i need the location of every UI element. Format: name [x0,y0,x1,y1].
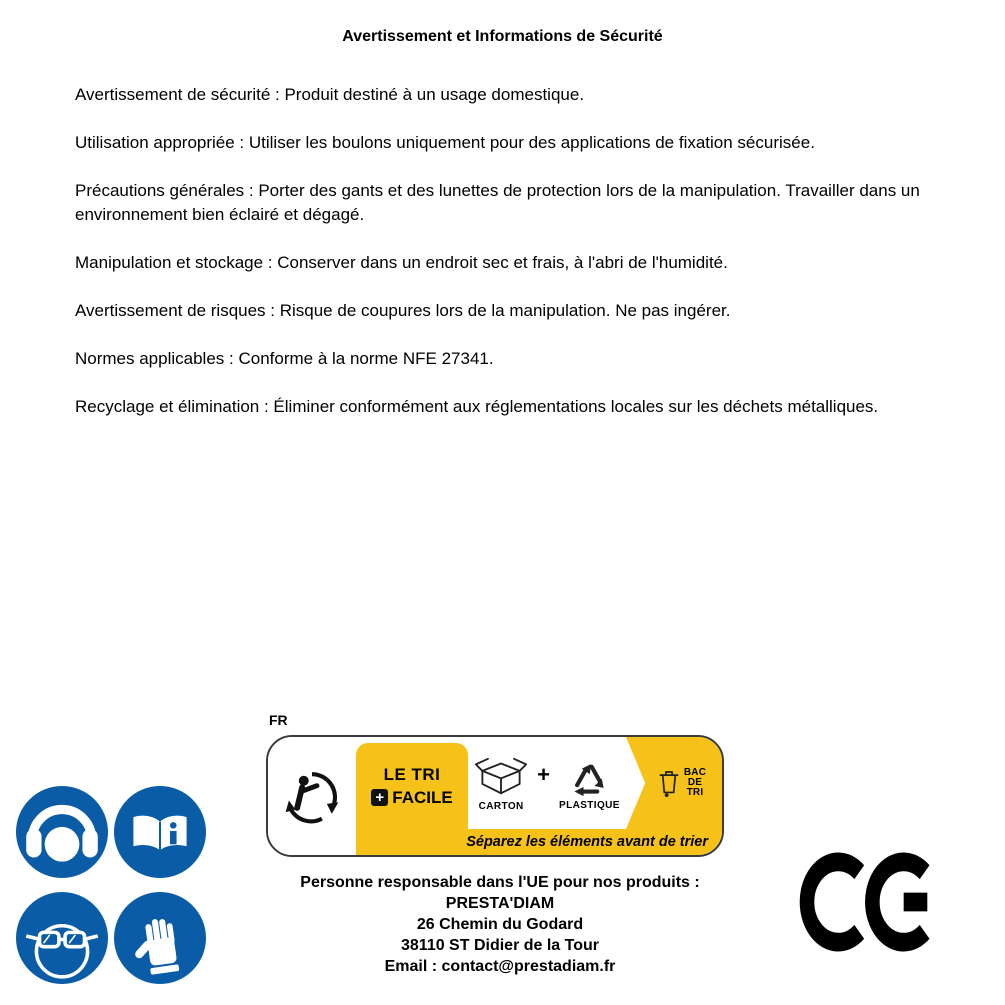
recycling-triangle-icon [566,755,612,797]
badge-le-tri: LE TRI [383,764,441,784]
plastique-group [559,755,620,811]
badge-facile: FACILE [392,787,453,807]
bin-label [684,768,706,798]
waste-bin-icon [658,768,680,798]
le-tri-facile-badge [356,743,468,829]
eye-protection-icon [16,892,108,984]
paragraph-avertissement-securite: Avertissement de sécurité : Produit destiné à un usage domestique. [75,85,585,104]
sorting-instruction: Séparez les éléments avant de trier [356,829,722,855]
plastique-label: PLASTIQUE [559,800,620,811]
country-code-label: FR [269,712,288,728]
triman-icon [279,760,345,832]
ce-mark-logo [798,852,944,952]
plus-box-icon: + [371,789,388,806]
badge-facile-row [371,788,452,808]
materials-area [468,737,626,829]
paragraph-normes-applicables: Normes applicables : Conforme à la norme NFE 27341. [75,349,494,368]
materials-plus: + [537,762,551,787]
hand-protection-icon [114,892,206,984]
responsible-intro: Personne responsable dans l'UE pour nos produits : [300,874,700,891]
carton-group [474,755,528,812]
paragraph-avertissement-risques: Avertissement de risques : Risque de coupures lors de la manipulation. Ne pas ingérer. [75,301,731,320]
paragraph-precautions-generales: Précautions générales : Porter des gants et des lunettes de protection lors de la manipulation. Travailler dans un environnement bien éclairé et dégagé. [75,181,920,224]
read-instructions-icon [114,786,206,878]
flag-content [626,737,722,829]
carton-box-icon [474,755,528,798]
bin-label-line: TRI [686,787,704,798]
paragraph-manipulation-stockage: Manipulation et stockage : Conserver dans un endroit sec et frais, à l'abri de l'humidité. [75,253,728,272]
paragraph-utilisation-appropriee: Utilisation appropriée : Utiliser les boulons uniquement pour des applications de fixation sécurisée. [75,133,815,152]
page-title: Avertissement et Informations de Sécurité [342,28,663,45]
contact-email: Email : contact@prestadiam.fr [384,958,616,975]
safety-paragraphs [75,83,935,443]
paragraph-recyclage-elimination: Recyclage et élimination : Éliminer conformément aux réglementations locales sur les déchets métalliques. [75,397,879,416]
ear-protection-icon [16,786,108,878]
info-tri-recycling-label [266,735,724,857]
responsible-person-block [250,872,750,977]
bin-label-line: BAC [683,767,707,778]
company-name: PRESTA'DIAM [445,895,555,912]
carton-label: CARTON [478,800,524,812]
mandatory-safety-icons [16,786,206,984]
triman-logo [268,737,356,855]
address-city: 38110 ST Didier de la Tour [401,937,599,954]
bac-de-tri-flag [626,737,722,829]
address-street: 26 Chemin du Godard [416,916,584,933]
bin-label-line: DE [687,777,703,788]
